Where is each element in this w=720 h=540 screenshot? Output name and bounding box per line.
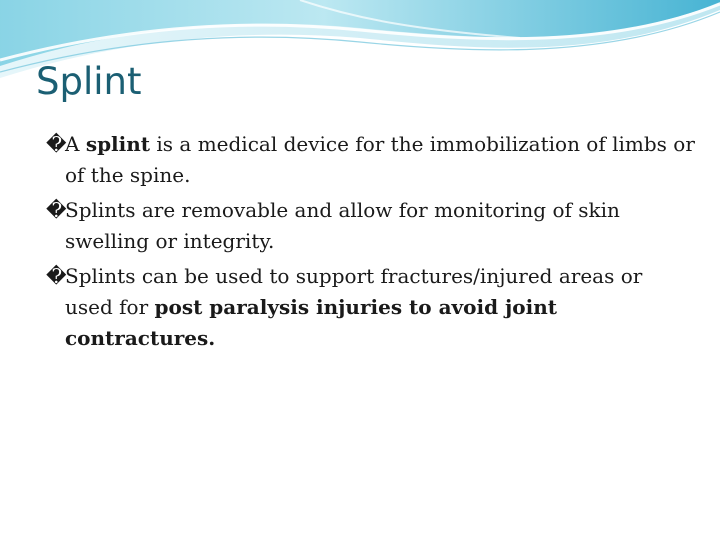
bullet-item <box>46 129 696 191</box>
bullet-text-segment: A <box>65 132 86 156</box>
bullet-item <box>46 195 696 257</box>
bullet-text-segment: Splints can be used to support fractures/injured areas or used for <box>65 264 643 319</box>
bullet-text-segment: is a medical device for the immobilization of limbs or of the spine. <box>65 132 695 187</box>
bullet-list <box>46 129 696 358</box>
bullet-icon: � <box>46 264 67 288</box>
bullet-icon: � <box>46 198 67 222</box>
bullet-text-segment: Splints are removable and allow for monitoring of skin swelling or integrity. <box>65 198 620 253</box>
slide-title: Splint <box>36 60 142 103</box>
bullet-icon: � <box>46 132 67 156</box>
bullet-item <box>46 261 696 354</box>
bullet-text-bold-segment: splint <box>85 132 151 156</box>
bullet-text-bold-segment: post paralysis injuries to avoid joint contractures. <box>65 295 557 350</box>
